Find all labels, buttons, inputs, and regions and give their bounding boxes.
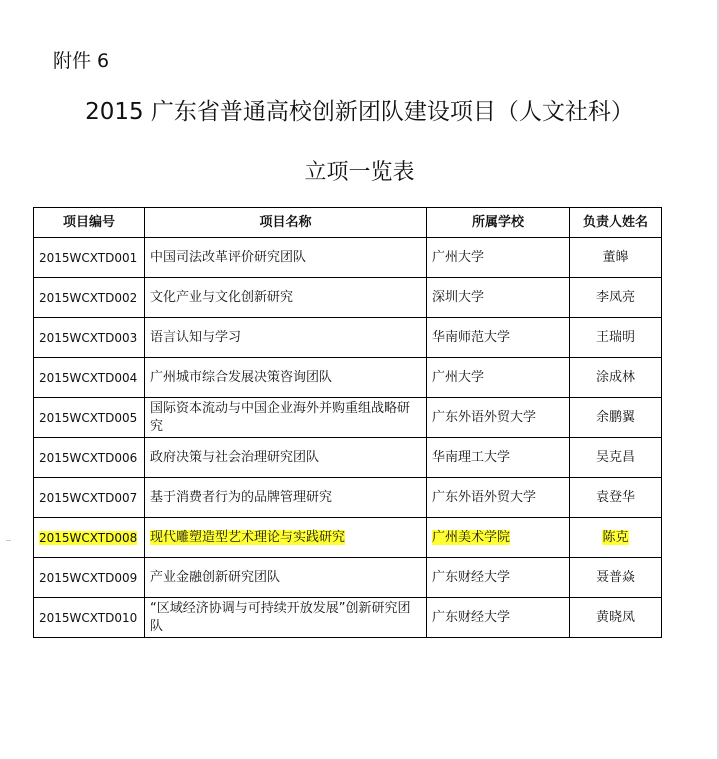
project-school: 广州大学 xyxy=(427,238,570,278)
header-project-name: 项目名称 xyxy=(145,208,427,238)
project-name: 广州城市综合发展决策咨询团队 xyxy=(145,358,427,398)
project-leader: 余鹏翼 xyxy=(570,398,662,438)
table-row xyxy=(34,278,662,318)
project-code: 2015WCXTD003 xyxy=(34,318,145,358)
annex-label: 附件 6 xyxy=(53,50,110,72)
project-school: 深圳大学 xyxy=(427,278,570,318)
table-row xyxy=(34,478,662,518)
project-name xyxy=(145,518,427,558)
project-school: 广东外语外贸大学 xyxy=(427,478,570,518)
project-school: 广东财经大学 xyxy=(427,598,570,638)
project-leader: 李凤亮 xyxy=(570,278,662,318)
project-school: 华南理工大学 xyxy=(427,438,570,478)
project-leader: 聂普焱 xyxy=(570,558,662,598)
highlight-mark: 广州美术学院 xyxy=(432,529,511,545)
project-leader: 涂成林 xyxy=(570,358,662,398)
project-school: 华南师范大学 xyxy=(427,318,570,358)
project-name: 产业金融创新研究团队 xyxy=(145,558,427,598)
project-code: 2015WCXTD009 xyxy=(34,558,145,598)
project-code: 2015WCXTD004 xyxy=(34,358,145,398)
header-leader: 负责人姓名 xyxy=(570,208,662,238)
header-project-code: 项目编号 xyxy=(34,208,145,238)
project-school: 广州大学 xyxy=(427,358,570,398)
table-row xyxy=(34,598,662,638)
table-row xyxy=(34,558,662,598)
project-table xyxy=(33,207,662,638)
project-leader xyxy=(570,518,662,558)
project-code: 2015WCXTD006 xyxy=(34,438,145,478)
page-edge-mark xyxy=(6,540,11,541)
project-leader: 董皞 xyxy=(570,238,662,278)
highlight-mark: 2015WCXTD008 xyxy=(39,530,138,545)
project-leader: 黄晓凤 xyxy=(570,598,662,638)
table-row xyxy=(34,238,662,278)
project-name: 中国司法改革评价研究团队 xyxy=(145,238,427,278)
project-name: “区域经济协调与可持续开放发展”创新研究团队 xyxy=(145,598,427,638)
project-code: 2015WCXTD005 xyxy=(34,398,145,438)
project-name: 政府决策与社会治理研究团队 xyxy=(145,438,427,478)
project-school: 广东财经大学 xyxy=(427,558,570,598)
table-header-row xyxy=(34,208,662,238)
table-row xyxy=(34,358,662,398)
project-name: 语言认知与学习 xyxy=(145,318,427,358)
table-row xyxy=(34,398,662,438)
project-school xyxy=(427,518,570,558)
table-row xyxy=(34,318,662,358)
project-code: 2015WCXTD001 xyxy=(34,238,145,278)
project-school: 广东外语外贸大学 xyxy=(427,398,570,438)
project-name: 文化产业与文化创新研究 xyxy=(145,278,427,318)
table-row xyxy=(34,438,662,478)
highlight-mark: 陈克 xyxy=(602,529,629,545)
project-code: 2015WCXTD007 xyxy=(34,478,145,518)
project-leader: 王瑞明 xyxy=(570,318,662,358)
document-title: 2015 广东省普通高校创新团队建设项目（人文社科） xyxy=(85,99,634,125)
header-school: 所属学校 xyxy=(427,208,570,238)
project-name: 基于消费者行为的品牌管理研究 xyxy=(145,478,427,518)
document-subtitle: 立项一览表 xyxy=(304,160,415,185)
table-row-highlighted xyxy=(34,518,662,558)
highlight-mark: 现代雕塑造型艺术理论与实践研究 xyxy=(150,529,346,545)
project-code xyxy=(34,518,145,558)
project-leader: 袁登华 xyxy=(570,478,662,518)
project-name: 国际资本流动与中国企业海外并购重组战略研究 xyxy=(145,398,427,438)
project-code: 2015WCXTD010 xyxy=(34,598,145,638)
project-code: 2015WCXTD002 xyxy=(34,278,145,318)
project-leader: 吴克昌 xyxy=(570,438,662,478)
